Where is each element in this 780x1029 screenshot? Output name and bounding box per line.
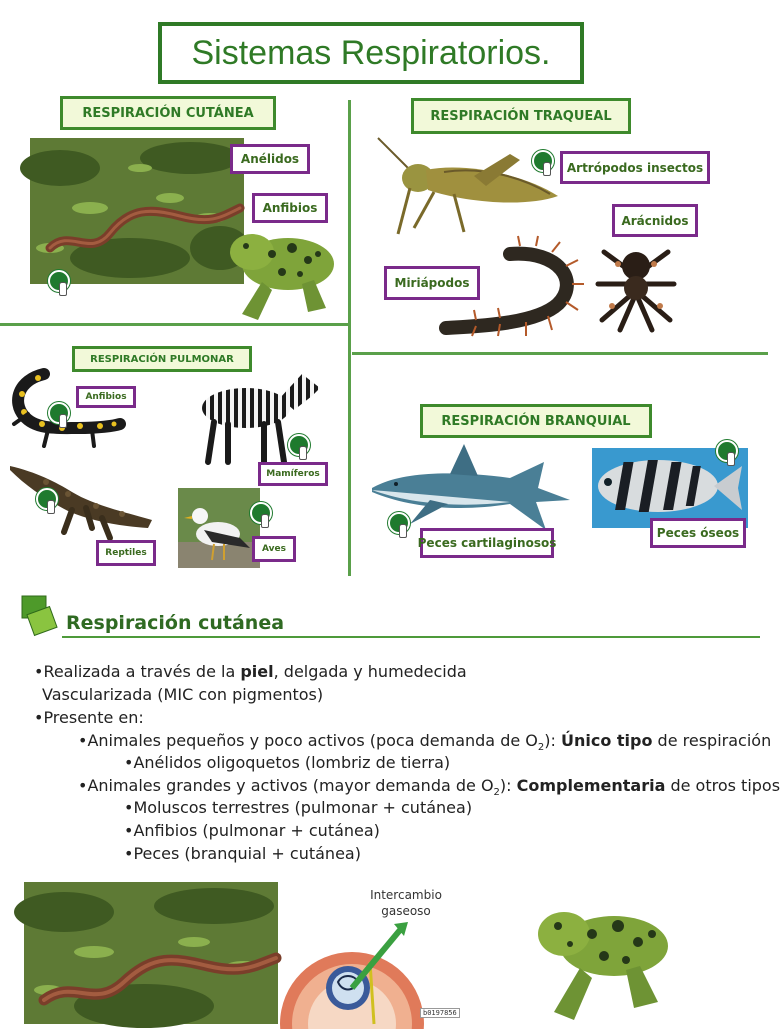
tag-mamiferos: Mamíferos: [258, 462, 328, 486]
frog-illustration-large: [530, 898, 674, 1024]
bullet-line: •Realizada a través de la piel, delgada y humedecida: [34, 662, 467, 681]
divider-right-horizontal: [352, 352, 768, 355]
diagram-caption-line2: gaseoso: [381, 904, 431, 918]
divider-vertical: [348, 100, 351, 576]
diagram-caption-line1: Intercambio: [370, 888, 442, 902]
bullet-line: •Presente en:: [34, 708, 144, 727]
tag-anelidos: Anélidos: [230, 144, 310, 174]
hand-pointer-icon[interactable]: [250, 502, 272, 524]
bullet-line: •Animales pequeños y poco activos (poca demanda de $O_2$): Único tipo de respiración: [78, 731, 772, 754]
section-icon: [18, 594, 58, 638]
crocodile-illustration: [6, 458, 156, 542]
tag-reptiles: Reptiles: [96, 540, 156, 566]
tag-aves: Aves: [252, 536, 296, 562]
section-underline: [62, 636, 760, 638]
tag-peces-oseos: Peces óseos: [650, 518, 746, 548]
page-title: Sistemas Respiratorios.: [158, 22, 584, 84]
bullet-line: •Animales grandes y activos (mayor demanda de $O_2$): Complementaria de otros tipos: [78, 776, 780, 799]
label-respiracion-traqueal: RESPIRACIÓN TRAQUEAL: [411, 98, 631, 134]
hand-pointer-icon[interactable]: [532, 150, 554, 172]
hand-pointer-icon[interactable]: [288, 434, 310, 456]
tag-anfibios-pulmonar: Anfibios: [76, 386, 136, 408]
seagull-photo: [178, 488, 260, 568]
frog-illustration: [222, 224, 338, 328]
bullet-line: •Anélidos oligoquetos (lombriz de tierra): [124, 753, 451, 772]
label-respiracion-branquial: RESPIRACIÓN BRANQUIAL: [420, 404, 652, 438]
hand-pointer-icon[interactable]: [48, 270, 70, 292]
grasshopper-illustration: [374, 136, 564, 236]
tag-miriapodos: Miriápodos: [384, 266, 480, 300]
label-respiracion-cutanea: RESPIRACIÓN CUTÁNEA: [60, 96, 276, 130]
hand-pointer-icon[interactable]: [716, 440, 738, 462]
bullet-line: Vascularizada (MIC con pigmentos): [42, 685, 324, 704]
tag-peces-cartilaginosos: Peces cartilaginosos: [420, 528, 554, 558]
hand-pointer-icon[interactable]: [388, 512, 410, 534]
earthworm-photo-large: [24, 882, 278, 1024]
section-heading: Respiración cutánea: [66, 612, 285, 634]
hand-pointer-icon[interactable]: [36, 488, 58, 510]
tag-aracnidos: Arácnidos: [612, 204, 698, 237]
bullet-line: •Peces (branquial + cutánea): [124, 844, 361, 863]
tag-anfibios-cutanea: Anfibios: [252, 193, 328, 223]
hand-pointer-icon[interactable]: [48, 402, 70, 424]
bullet-line: •Anfibios (pulmonar + cutánea): [124, 821, 380, 840]
tag-artropodos-insectos: Artrópodos insectos: [560, 151, 710, 184]
label-respiracion-pulmonar: RESPIRACIÓN PULMONAR: [72, 346, 252, 372]
bullet-line: •Moluscos terrestres (pulmonar + cutánea): [124, 798, 473, 817]
earthworm-photo: [30, 138, 244, 284]
image-code: b0197856: [420, 1008, 460, 1018]
tarantula-illustration: [594, 244, 678, 332]
